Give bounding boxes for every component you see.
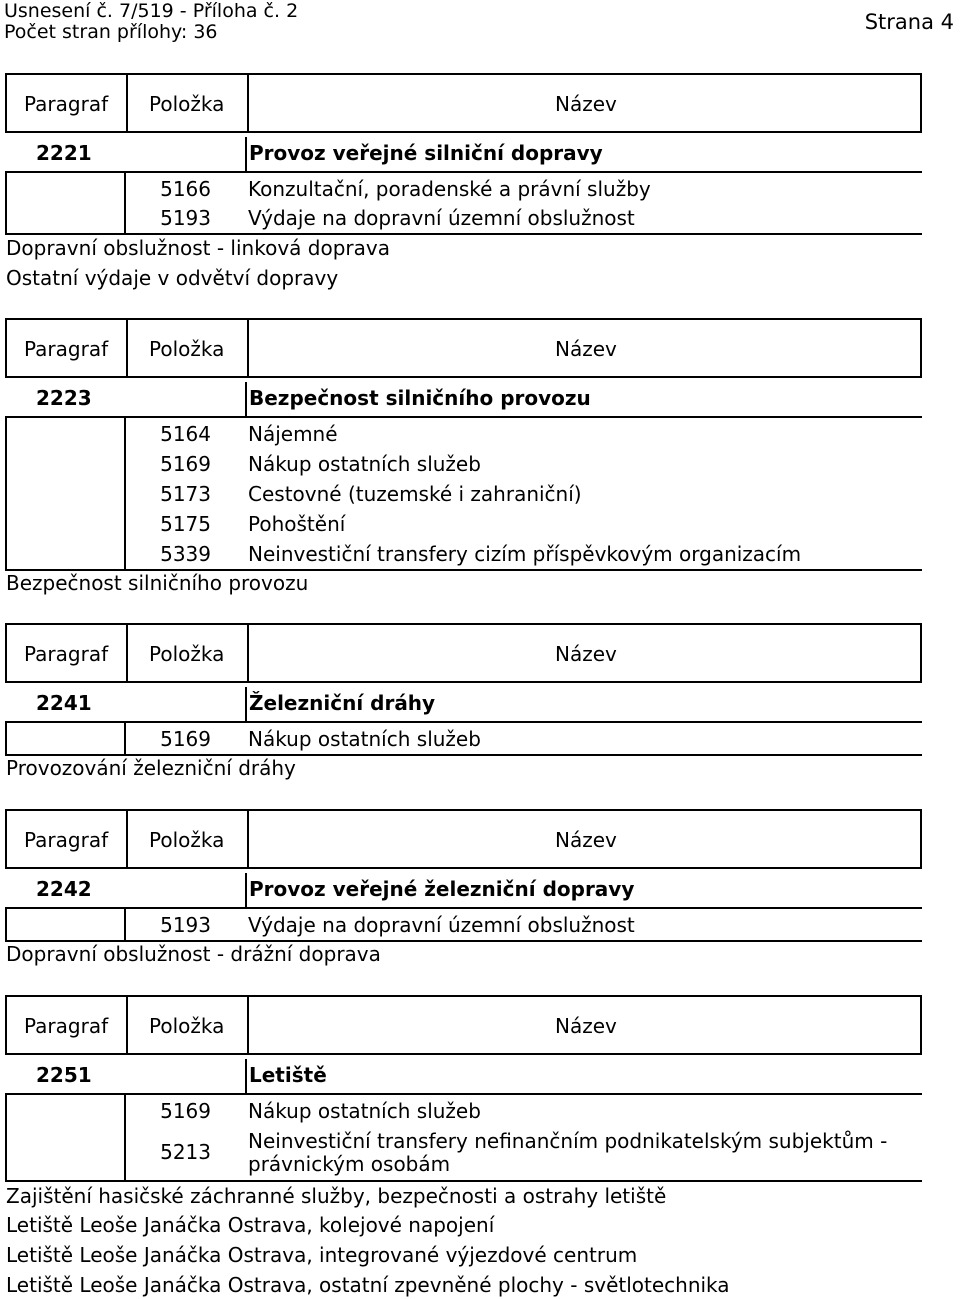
note: Dopravní obslužnost - linková doprava <box>6 236 390 260</box>
col-nazev: Název <box>555 642 617 666</box>
paragraf-row <box>5 1059 922 1095</box>
item-name: Konzultační, poradenské a právní služby <box>248 177 651 201</box>
paragraf-row <box>5 687 922 723</box>
col-nazev: Název <box>555 1014 617 1038</box>
col-polozka: Položka <box>149 1014 225 1038</box>
item-code: 5175 <box>160 512 211 536</box>
paragraf-row <box>5 382 922 418</box>
col-nazev: Název <box>555 92 617 116</box>
col-paragraf: Paragraf <box>24 642 109 666</box>
item-name-continued: právnickým osobám <box>248 1152 451 1176</box>
page-number: Strana 4 <box>864 10 954 34</box>
item-code: 5164 <box>160 422 211 446</box>
item-name: Neinvestiční transfery cizím příspěvkovým organizacím <box>248 542 802 566</box>
note: Letiště Leoše Janáčka Ostrava, kolejové napojení <box>6 1213 495 1237</box>
paragraf-row <box>5 873 922 909</box>
item-name: Výdaje na dopravní územní obslužnost <box>248 913 635 937</box>
item-row <box>5 723 922 753</box>
item-code: 5169 <box>160 452 211 476</box>
item-name: Nákup ostatních služeb <box>248 452 481 476</box>
table-header <box>5 809 922 869</box>
col-polozka: Položka <box>149 642 225 666</box>
paragraf-title: Provoz veřejné železniční dopravy <box>249 877 635 901</box>
col-paragraf: Paragraf <box>24 1014 109 1038</box>
items-block <box>5 909 922 942</box>
col-polozka: Položka <box>149 337 225 361</box>
item-code: 5166 <box>160 177 211 201</box>
item-row <box>5 538 922 568</box>
table-header <box>5 318 922 378</box>
item-code: 5169 <box>160 727 211 751</box>
col-polozka: Položka <box>149 828 225 852</box>
col-paragraf: Paragraf <box>24 337 109 361</box>
note: Provozování železniční dráhy <box>6 756 296 780</box>
paragraf-number: 2223 <box>36 386 92 410</box>
item-name: Cestovné (tuzemské i zahraniční) <box>248 482 582 506</box>
paragraf-title: Provoz veřejné silniční dopravy <box>249 141 603 165</box>
items-block <box>5 418 922 571</box>
items-block <box>5 173 922 235</box>
paragraf-number: 2241 <box>36 691 92 715</box>
paragraf-title: Železniční dráhy <box>249 691 436 715</box>
col-paragraf: Paragraf <box>24 828 109 852</box>
item-row <box>5 1095 922 1125</box>
paragraf-title: Bezpečnost silničního provozu <box>249 386 591 410</box>
item-code: 5173 <box>160 482 211 506</box>
document-header-line2: Počet stran přílohy: 36 <box>4 21 218 43</box>
paragraf-number: 2242 <box>36 877 92 901</box>
item-name: Neinvestiční transfery nefinančním podnikatelským subjektům - <box>248 1129 888 1153</box>
item-row <box>5 418 922 448</box>
item-code: 5339 <box>160 542 211 566</box>
item-name: Nákup ostatních služeb <box>248 727 481 751</box>
col-polozka: Položka <box>149 92 225 116</box>
items-block <box>5 723 922 756</box>
col-paragraf: Paragraf <box>24 92 109 116</box>
item-code: 5193 <box>160 913 211 937</box>
item-name: Pohoštění <box>248 512 346 536</box>
items-block <box>5 1095 922 1182</box>
note: Letiště Leoše Janáčka Ostrava, integrované výjezdové centrum <box>6 1243 638 1267</box>
item-name: Nákup ostatních služeb <box>248 1099 481 1123</box>
item-row <box>5 909 922 939</box>
item-row <box>5 508 922 538</box>
paragraf-row <box>5 137 922 173</box>
note: Dopravní obslužnost - drážní doprava <box>6 942 381 966</box>
note: Zajištění hasičské záchranné služby, bezpečnosti a ostrahy letiště <box>6 1184 667 1208</box>
item-code: 5193 <box>160 206 211 230</box>
item-row <box>5 202 922 232</box>
item-row <box>5 478 922 508</box>
paragraf-title: Letiště <box>249 1063 327 1087</box>
item-row <box>5 173 922 203</box>
paragraf-number: 2251 <box>36 1063 92 1087</box>
item-row <box>5 448 922 478</box>
col-nazev: Název <box>555 828 617 852</box>
item-code: 5213 <box>160 1140 211 1164</box>
note: Letiště Leoše Janáčka Ostrava, ostatní zpevněné plochy - světlotechnika <box>6 1273 730 1297</box>
note: Bezpečnost silničního provozu <box>6 571 309 595</box>
table-header <box>5 73 922 133</box>
paragraf-number: 2221 <box>36 141 92 165</box>
item-code: 5169 <box>160 1099 211 1123</box>
col-nazev: Název <box>555 337 617 361</box>
note: Ostatní výdaje v odvětví dopravy <box>6 266 339 290</box>
item-name: Výdaje na dopravní územní obslužnost <box>248 206 635 230</box>
table-header <box>5 623 922 683</box>
document-header-line1: Usnesení č. 7/519 - Příloha č. 2 <box>4 0 299 22</box>
table-header <box>5 995 922 1055</box>
item-name: Nájemné <box>248 422 338 446</box>
item-row <box>5 1125 922 1179</box>
